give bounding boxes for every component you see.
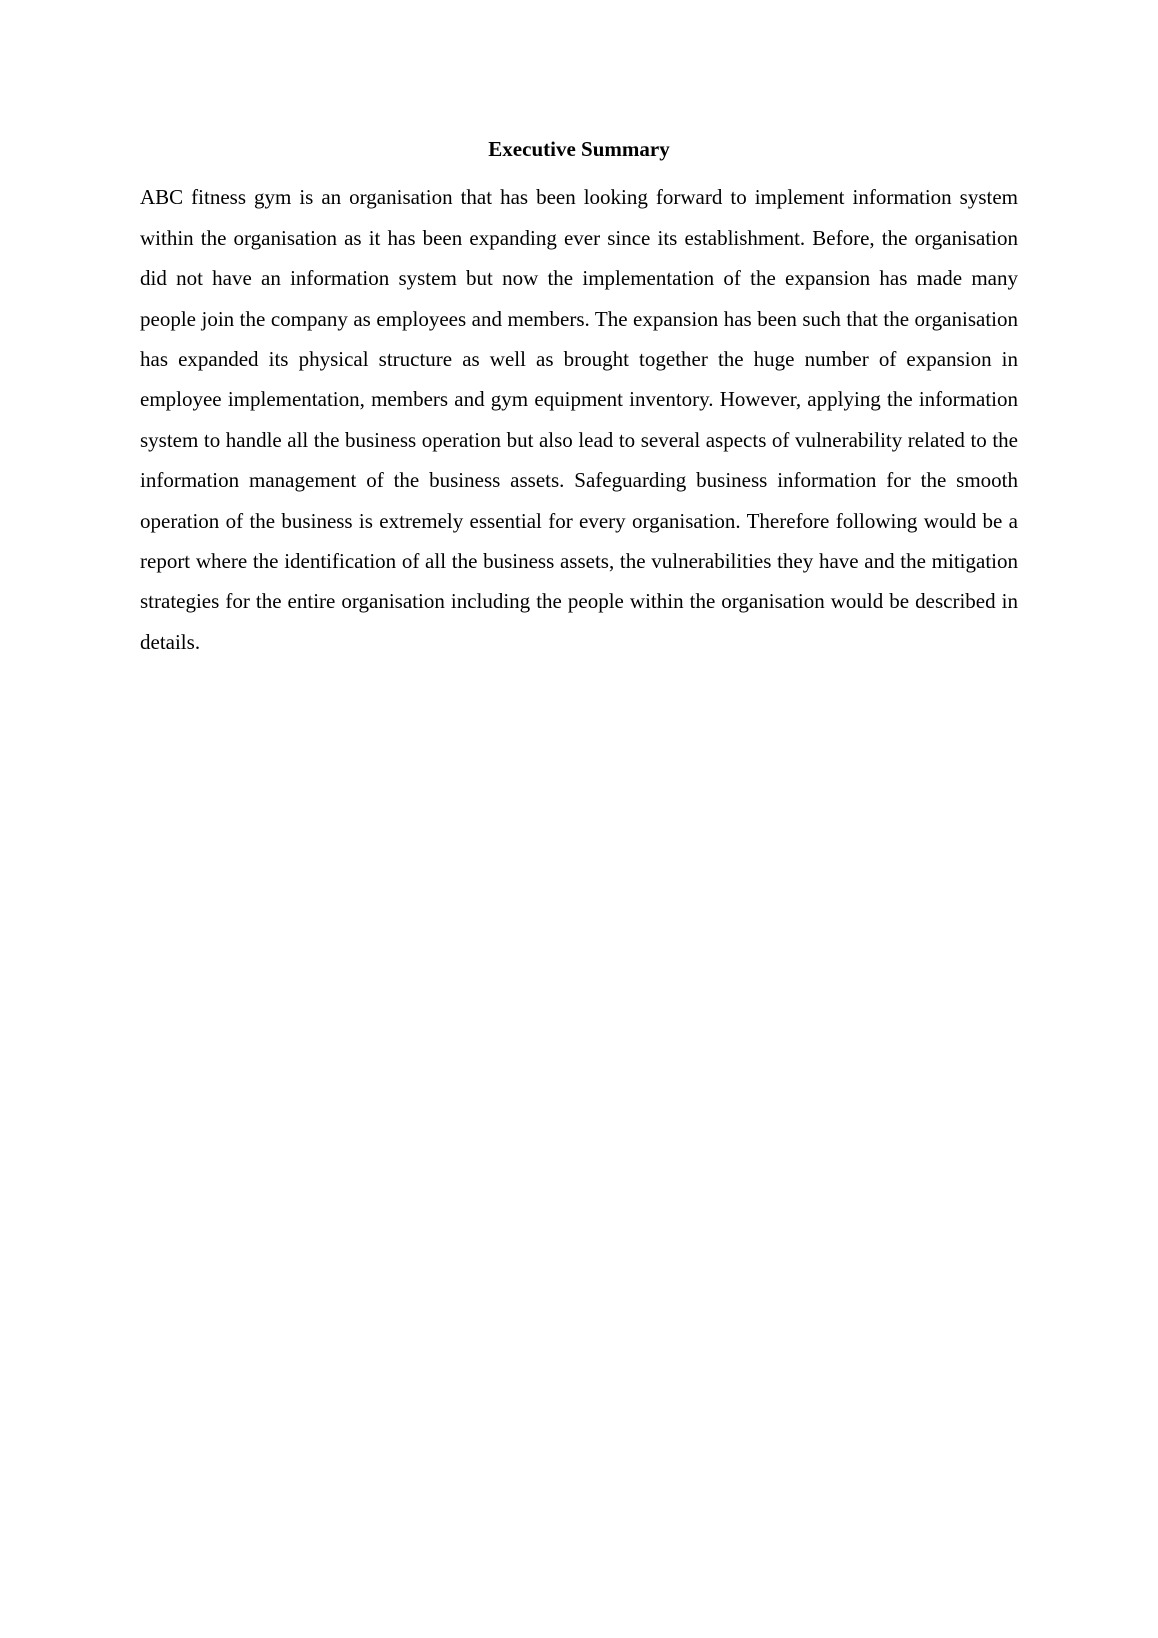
- document-content: [140, 135, 1018, 662]
- executive-summary-paragraph: ABC fitness gym is an organisation that has been looking forward to implement information system within the organisation as it has been expanding ever since its establishment. Before, the organisation did not have an information system but now the implementation of the expansion has made many people join the company as employees and members. The expansion has been such that the organisation has expanded its physical structure as well as brought together the huge number of expansion in employee implementation, members and gym equipment inventory. However, applying the information system to handle all the business operation but also lead to several aspects of vulnerability related to the information management of the business assets. Safeguarding business information for the smooth operation of the business is extremely essential for every organisation. Therefore following would be a report where the identification of all the business assets, the vulnerabilities they have and the mitigation strategies for the entire organisation including the people within the organisation would be described in details.: [140, 185, 1018, 654]
- page-title: Executive Summary: [488, 137, 670, 161]
